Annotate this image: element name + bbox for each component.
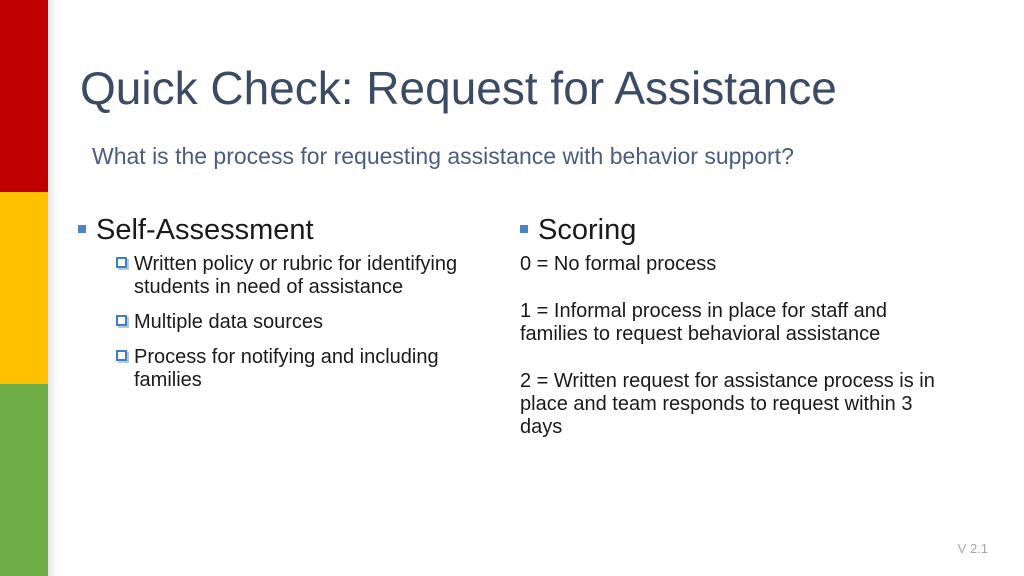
- list-item-text: Multiple data sources: [134, 311, 323, 333]
- list-item: [78, 311, 498, 334]
- checkbox-bullet-icon: [116, 350, 127, 361]
- version-label: V 2.1: [957, 541, 988, 556]
- score-level-1: 1 = Informal process in place for staff and families to request behavioral assistance: [520, 300, 888, 345]
- self-assessment-heading-row: [78, 210, 498, 250]
- checkbox-bullet-icon: [116, 257, 127, 268]
- list-item-text: Process for notifying and including families: [134, 346, 439, 391]
- scoring-heading: Scoring: [538, 214, 637, 246]
- self-assessment-list: [78, 253, 498, 392]
- list-item: [78, 253, 498, 299]
- square-bullet-icon: [78, 225, 86, 233]
- scoring-list: [520, 253, 950, 439]
- slide-title: Quick Check: Request for Assistance: [80, 62, 837, 114]
- score-level-0: 0 = No formal process: [520, 253, 717, 275]
- scoring-heading-row: [520, 210, 950, 250]
- score-level-2: 2 = Written request for assistance process is in place and team responds to request within 3 days: [520, 370, 935, 438]
- slide-subtitle: What is the process for requesting assistance with behavior support?: [92, 143, 794, 169]
- self-assessment-column: [78, 210, 498, 404]
- scoring-column: [520, 210, 950, 448]
- stripe-green: [0, 384, 48, 576]
- square-bullet-icon: [520, 225, 528, 233]
- list-item: [78, 346, 498, 392]
- stripe-red: [0, 0, 48, 192]
- stripe-yellow: [0, 192, 48, 384]
- self-assessment-heading: Self-Assessment: [96, 214, 314, 246]
- stripe-shadow: [48, 0, 58, 576]
- list-item-text: Written policy or rubric for identifying students in need of assistance: [134, 253, 458, 298]
- checkbox-bullet-icon: [116, 315, 127, 326]
